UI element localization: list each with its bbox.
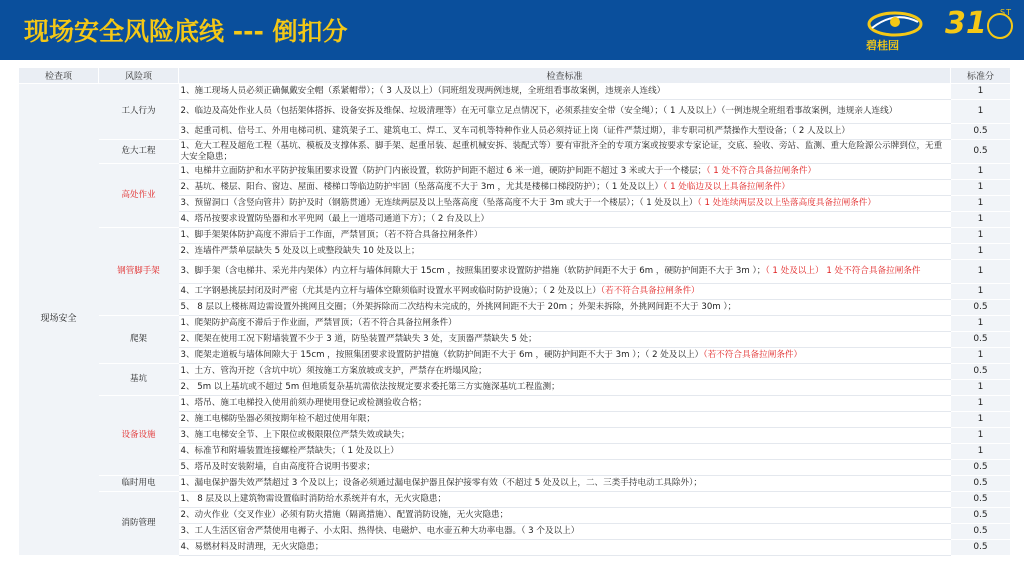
risk-item-cell: 爬架 [99,316,179,364]
risk-table-wrapper [18,67,1010,576]
score-cell: 0.5 [951,332,1011,348]
standard-text: 2、爬架在使用工况下附墙装置不少于 3 道，防坠装置严禁缺失 3 处，支顶器严禁缺失 5 处； [180,334,537,344]
score-cell: 1 [951,316,1011,332]
category-cell: 现场安全 [19,84,99,556]
standard-cell [179,380,951,396]
standard-cell [179,476,951,492]
score-cell: 0.5 [951,508,1011,524]
standard-text: 1、施工现场人员必须正确佩戴安全帽（系紧帽带）；（ 3 人及以上）（同班组发现两例违规，全班组看事故案例，违规亲人连线） [180,86,666,96]
risk-item-cell: 高处作业 [99,164,179,228]
standard-cell [179,84,951,100]
score-cell: 1 [951,244,1011,260]
table-row [19,364,1011,380]
score-cell: 1 [951,444,1011,460]
standard-text: 2、连墙件严禁单层缺失 5 处及以上或整段缺失 10 处及以上； [180,246,420,256]
standard-red-note: （若不符合具备拉闸条件） [703,350,803,360]
score-cell: 0.5 [951,476,1011,492]
risk-item-cell: 危大工程 [99,140,179,164]
score-cell: 1 [951,212,1011,228]
standard-text: 3、工人生活区宿舍严禁使用电褥子、小太阳、热得快、电磁炉、电水壶五种大功率电器。（ 3 个及以上） [180,526,580,536]
score-cell: 0.5 [951,524,1011,540]
table-row [19,492,1011,508]
score-cell: 0.5 [951,492,1011,508]
standard-cell [179,300,951,316]
score-cell: 1 [951,260,1011,284]
standard-cell [179,460,951,476]
standard-cell [179,444,951,460]
standard-text: 2、基坑、楼层、阳台、窗边、屋面、楼梯口等临边防护牢固（坠落高度不大于 3m ，尤其是楼梯口梯段防护）；（ 1 处及以上） [180,182,664,192]
score-cell: 1 [951,396,1011,412]
standard-red-note: （若不符合具备拉闸条件） [600,286,700,296]
standard-text: 1、 8 层及以上建筑物需设置临时消防给水系统并有水，无火灾隐患； [180,494,447,504]
standard-cell [179,212,951,228]
standard-cell [179,164,951,180]
standard-cell [179,196,951,212]
score-cell: 1 [951,84,1011,100]
standard-cell [179,124,951,140]
standard-text: 4、标准节和附墙装置连接螺栓严禁缺失；（ 1 处及以上） [180,446,399,456]
score-cell: 0.5 [951,540,1011,556]
standard-text: 4、工字钢悬挑层封闭及时严密（尤其是内立杆与墙体空隙须临时设置水平网或临时防护设施）；（ 2 处及以上） [180,286,601,296]
anniversary-suffix: ST [1000,8,1012,17]
standard-cell [179,492,951,508]
score-cell: 1 [951,348,1011,364]
standard-cell [179,180,951,196]
risk-item-cell: 工人行为 [99,84,179,140]
table-row [19,164,1011,180]
standard-text: 4、易燃材料及时清理，无火灾隐患； [180,542,324,552]
standard-text: 5、 8 层以上楼栋周边需设置外挑网且交圈；（外架拆除而二次结构未完成的，外挑网间距不大于 20m ；外架未拆除，外挑网间距不大于 30m ）； [180,302,737,312]
standard-cell [179,524,951,540]
header-bar [0,0,1024,60]
score-cell: 1 [951,380,1011,396]
standard-cell [179,260,951,284]
standard-text: 3、爬架走道板与墙体间隙大于 15cm ，按照集团要求设置防护措施（软防护间距不大于 6m ，硬防护间距不大于 3m ）；（ 2 处及以上） [180,350,704,360]
score-cell: 0.5 [951,300,1011,316]
table-row [19,84,1011,100]
col-header-standard: 检查标准 [179,68,951,84]
standard-cell [179,540,951,556]
risk-table [18,67,1010,556]
standard-text: 3、起重司机、信号工、外用电梯司机、建筑架子工、建筑电工、焊工、叉车司机等特种作业人员必须持证上岗（证件严禁过期），非专职司机严禁操作大型设备；（ 2 人及以上） [180,126,851,136]
standard-text: 3、脚手架（含电梯井、采光井内架体）内立杆与墙体间隙大于 15cm ，按照集团要求设置防护措施（软防护间距不大于 6m ，硬防护间距不大于 3m ）； [180,266,766,276]
standard-text: 3、预留洞口（含竖向管井）防护及时（钢筋贯通）无连续两层及以上坠落高度（坠落高度不大于 3m 或大于一个楼层）；（ 1 处及以上） [180,198,698,208]
anniversary-number: 31 [945,6,987,41]
standard-text: 1、塔吊、施工电梯投入使用前须办理使用登记或检测验收合格； [180,398,427,408]
standard-text: 1、危大工程及超危工程（基坑、模板及支撑体系、脚手架、起重吊装、起重机械安拆、装配式等）要有审批齐全的专项方案或按要求专家论证，交底、验收、旁站、监测、重大危险源公示牌到位，无重大安全隐患； [180,140,943,162]
standard-red-note: （ 1 处临边及以上具备拉闸条件） [663,182,791,192]
score-cell: 0.5 [951,140,1011,164]
standard-red-note: （ 1 处及以上） 1 处不符合具备拉闸条件 [765,266,921,276]
standard-cell [179,396,951,412]
standard-text: 4、塔吊按要求设置防坠器和水平兜网（最上一道塔司通道下方）；（ 2 台及以上） [180,214,490,224]
standard-text: 2、施工电梯防坠器必须按期年检不超过使用年限； [180,414,376,424]
standard-red-note: （ 1 处不符合具备拉闸条件） [706,166,817,176]
standard-cell [179,348,951,364]
table-row [19,228,1011,244]
risk-item-cell: 消防管理 [99,492,179,556]
score-cell: 1 [951,412,1011,428]
standard-text: 1、土方、管沟开挖（含坑中坑）须按施工方案放坡或支护，严禁存在坍塌风险； [180,366,487,376]
standard-text: 2、动火作业（交叉作业）必须有防火措施（隔离措施）、配置消防设施，无火灾隐患； [180,510,509,520]
standard-text: 2、 5m 以上基坑或不超过 5m 但地质复杂基坑需依法按规定要求委托第三方实施深基坑工程监测； [180,382,560,392]
standard-text: 1、电梯井立面防护和水平防护按集团要求设置（防护门内嵌设置，软防护间距不超过 6 米一道，硬防护间距不超过 3 米或大于一个楼层； [180,166,707,176]
standard-cell [179,140,951,164]
standard-text: 3、施工电梯安全节、上下限位或极限限位严禁失效或缺失； [180,430,410,440]
standard-text: 2、临边及高处作业人员（包括架体搭拆、设备安拆及维保、垃圾清理等）在无可靠立足点情况下，必须系挂安全带（安全绳）；（ 1 人及以上）（一例违规全班组看事故案例，违规亲人连线） [180,106,898,116]
score-cell: 0.5 [951,460,1011,476]
table-row [19,316,1011,332]
standard-cell [179,100,951,124]
score-cell: 1 [951,164,1011,180]
risk-item-cell: 基坑 [99,364,179,396]
standard-red-note: （ 1 处连续两层及以上坠落高度具备拉闸条件） [697,198,876,208]
score-cell: 0.5 [951,364,1011,380]
standard-text: 1、爬架防护高度不滞后于作业面，严禁冒顶；（若不符合具备拉闸条件） [180,318,457,328]
standard-text: 1、漏电保护器失效严禁超过 3 个及以上；设备必须通过漏电保护器且保护接零有效（不超过 5 处及以上，二、三类手持电动工具除外）； [180,478,702,488]
standard-cell [179,332,951,348]
standard-cell [179,244,951,260]
risk-item-cell: 临时用电 [99,476,179,492]
col-header-item: 检查项 [19,68,99,84]
score-cell: 1 [951,180,1011,196]
table-row [19,396,1011,412]
score-cell: 0.5 [951,124,1011,140]
standard-cell [179,364,951,380]
company-logo-text: 碧桂园 [866,39,899,52]
standard-cell [179,412,951,428]
standard-cell [179,228,951,244]
table-row [19,476,1011,492]
risk-table-body [19,84,1011,556]
col-header-score: 标准分 [951,68,1011,84]
risk-item-cell: 钢管脚手架 [99,228,179,316]
page-title: 现场安全风险底线 --- 倒扣分 [24,17,348,46]
score-cell: 1 [951,284,1011,300]
col-header-risk: 风险项 [99,68,179,84]
score-cell: 1 [951,100,1011,124]
score-cell: 1 [951,228,1011,244]
standard-cell [179,284,951,300]
score-cell: 1 [951,428,1011,444]
standard-text: 1、脚手架架体防护高度不滞后于工作面，严禁冒顶；（若不符合具备拉闸条件） [180,230,483,240]
standard-cell [179,508,951,524]
table-row [19,140,1011,164]
score-cell: 1 [951,196,1011,212]
risk-item-cell: 设备设施 [99,396,179,476]
standard-cell [179,428,951,444]
standard-text: 5、塔吊及时安装附墙，自由高度符合说明书要求； [180,462,376,472]
standard-cell [179,316,951,332]
